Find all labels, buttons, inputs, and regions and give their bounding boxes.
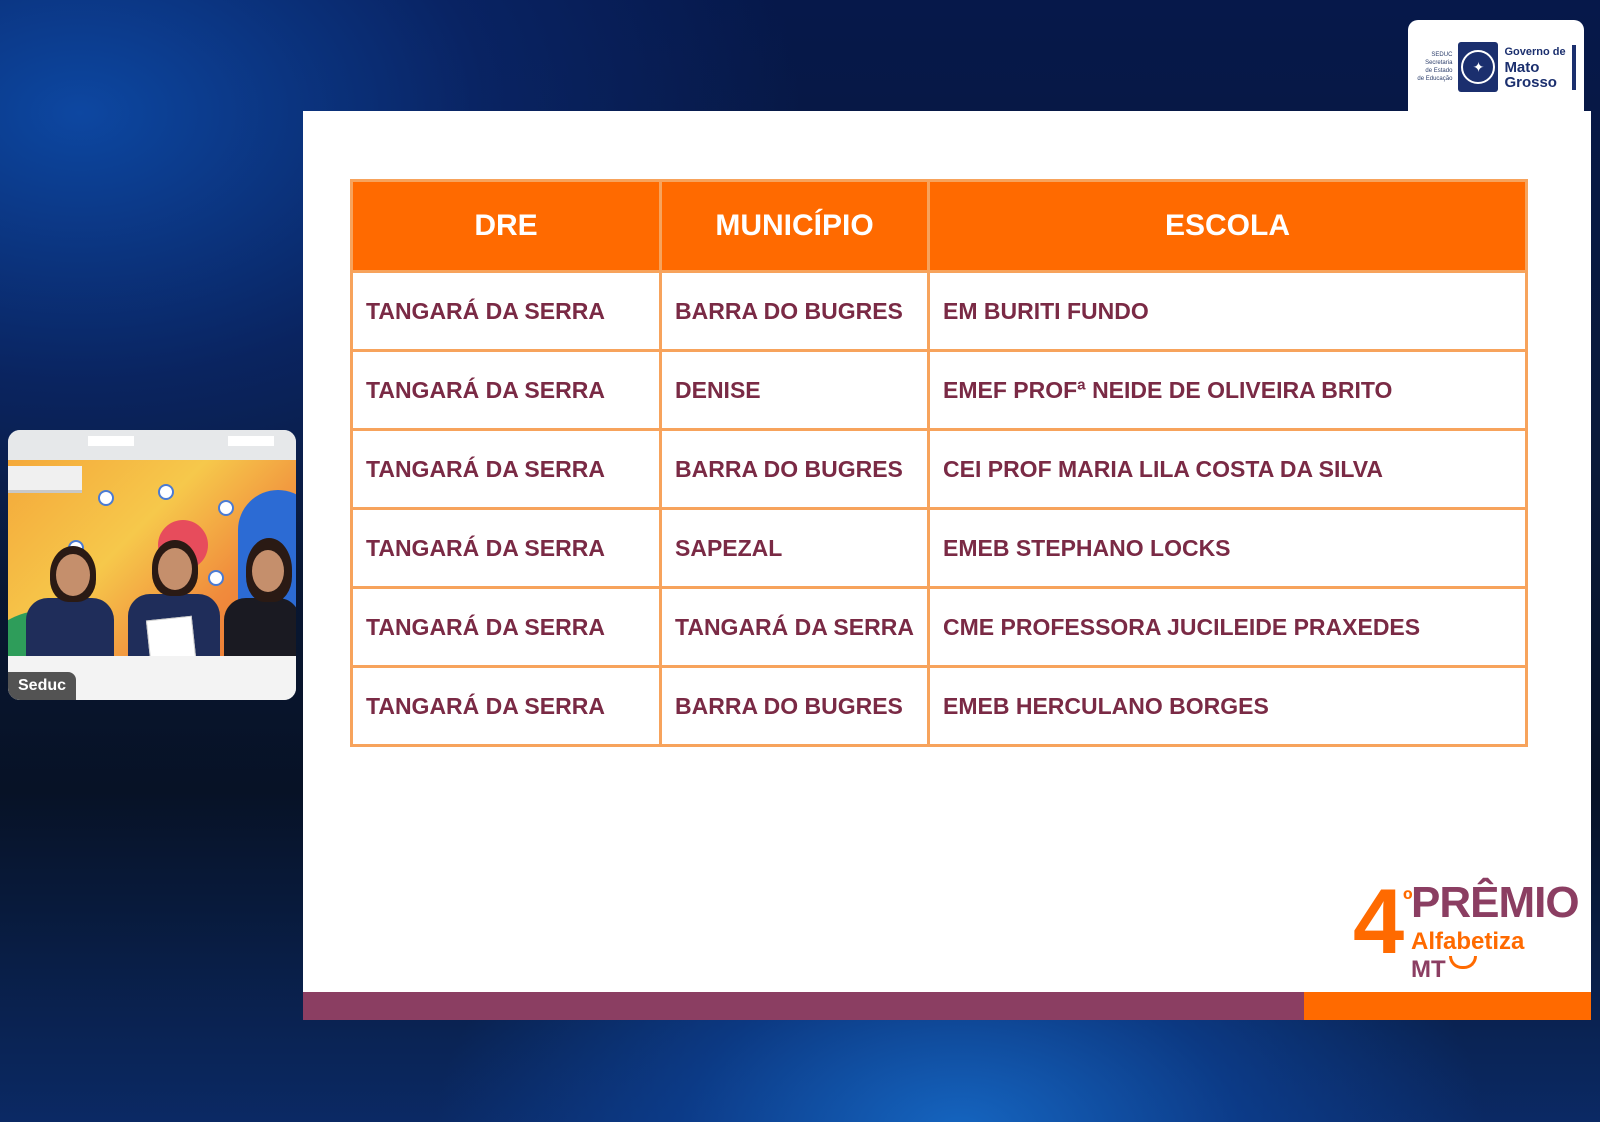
premio-word: PRÊMIO xyxy=(1411,878,1579,927)
table-row xyxy=(352,667,1527,746)
cell-dre: TANGARÁ DA SERRA xyxy=(352,588,661,667)
cell-escola: EMEF PROFª NEIDE DE OLIVEIRA BRITO xyxy=(929,351,1527,430)
table-row xyxy=(352,430,1527,509)
table-header-row xyxy=(352,181,1527,272)
cell-escola: EMEB HERCULANO BORGES xyxy=(929,667,1527,746)
state-seal-icon: ✦ xyxy=(1458,42,1498,92)
cell-dre: TANGARÁ DA SERRA xyxy=(352,351,661,430)
cell-municipio: SAPEZAL xyxy=(661,509,929,588)
gov-line-1: Governo de xyxy=(1504,45,1566,58)
participant-video-tile[interactable] xyxy=(8,430,296,700)
seduc-caption xyxy=(1416,51,1452,83)
seduc-caption-line: Secretaria xyxy=(1425,60,1453,66)
footer-bar-maroon xyxy=(303,992,1304,1020)
premio-sub-tag: MT xyxy=(1411,956,1446,983)
cell-municipio: BARRA DO BUGRES xyxy=(661,272,929,351)
air-conditioner xyxy=(8,466,82,493)
person-head xyxy=(252,550,284,592)
cell-municipio: BARRA DO BUGRES xyxy=(661,667,929,746)
table-row xyxy=(352,272,1527,351)
cell-escola: CME PROFESSORA JUCILEIDE PRAXEDES xyxy=(929,588,1527,667)
premio-alfabetiza-logo xyxy=(1353,871,1579,986)
seduc-caption-line: SEDUC xyxy=(1431,52,1453,58)
cell-escola: EMEB STEPHANO LOCKS xyxy=(929,509,1527,588)
header-escola: ESCOLA xyxy=(929,181,1527,272)
participant-name-label: Seduc xyxy=(8,672,76,700)
table-row xyxy=(352,351,1527,430)
cell-municipio: DENISE xyxy=(661,351,929,430)
cell-dre: TANGARÁ DA SERRA xyxy=(352,667,661,746)
premio-number: 4 xyxy=(1353,871,1405,973)
person-head xyxy=(158,548,192,590)
presentation-slide xyxy=(303,111,1591,1020)
table-row xyxy=(352,588,1527,667)
premio-sub-main: Alfabetiza xyxy=(1411,928,1525,955)
mural-icon xyxy=(158,484,174,500)
governo-text xyxy=(1504,45,1575,90)
cell-escola: EM BURITI FUNDO xyxy=(929,272,1527,351)
table-row xyxy=(352,509,1527,588)
seduc-caption-line: de Educação xyxy=(1417,76,1453,82)
person-head xyxy=(56,554,90,596)
gov-line-2: Mato xyxy=(1504,58,1540,76)
cell-municipio: TANGARÁ DA SERRA xyxy=(661,588,929,667)
ceiling-light xyxy=(228,436,274,446)
cell-dre: TANGARÁ DA SERRA xyxy=(352,509,661,588)
header-municipio: MUNICÍPIO xyxy=(661,181,929,272)
cell-dre: TANGARÁ DA SERRA xyxy=(352,272,661,351)
cell-dre: TANGARÁ DA SERRA xyxy=(352,430,661,509)
cell-escola: CEI PROF MARIA LILA COSTA DA SILVA xyxy=(929,430,1527,509)
ceiling-light xyxy=(88,436,134,446)
mural-icon xyxy=(208,570,224,586)
gov-line-3: Grosso xyxy=(1504,73,1557,91)
header-dre: DRE xyxy=(352,181,661,272)
mural-icon xyxy=(98,490,114,506)
premio-subtitle xyxy=(1411,928,1553,984)
premio-ordinal: º xyxy=(1403,884,1413,914)
mural-icon xyxy=(218,500,234,516)
cell-municipio: BARRA DO BUGRES xyxy=(661,430,929,509)
governo-mato-grosso-logo xyxy=(1408,20,1584,114)
seduc-caption-line: de Estado xyxy=(1425,68,1453,74)
footer-bar-orange xyxy=(1304,992,1591,1020)
results-table xyxy=(350,179,1528,747)
bottom-strip xyxy=(0,1122,1600,1131)
